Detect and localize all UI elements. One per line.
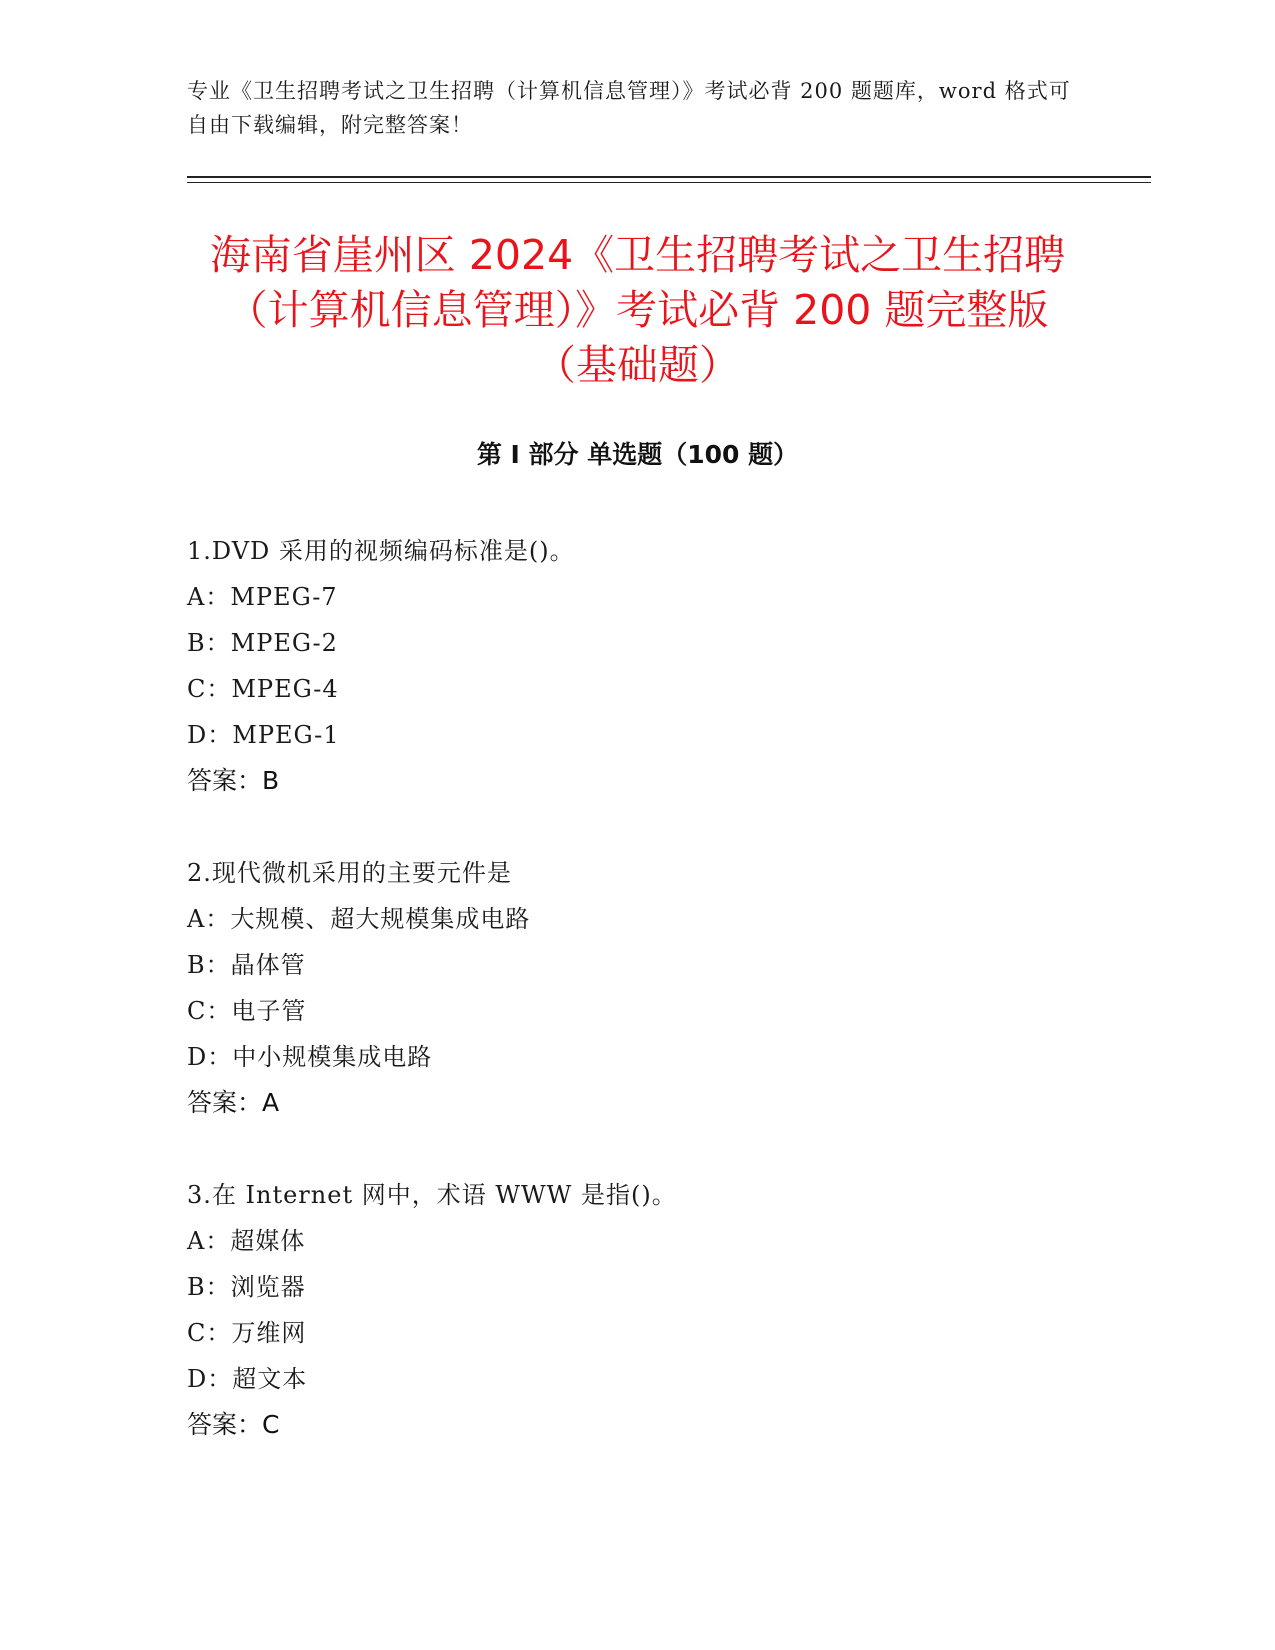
header-divider-thick xyxy=(187,176,1151,178)
header-divider-thin xyxy=(187,182,1151,183)
question-list xyxy=(187,528,1087,1494)
option-b: B：浏览器 xyxy=(187,1273,306,1301)
section-title: 第 I 部分 单选题（100 题） xyxy=(476,440,799,469)
option-b: B：晶体管 xyxy=(187,951,306,979)
question-item xyxy=(187,850,1087,1126)
option-c: C：MPEG-4 xyxy=(187,675,339,703)
question-item xyxy=(187,528,1087,804)
header-note: 专业《卫生招聘考试之卫生招聘（计算机信息管理）》考试必背 200 题题库，word 格式可自由下载编辑，附完整答案！ xyxy=(187,79,1071,137)
question-stem: 1.DVD 采用的视频编码标准是()。 xyxy=(187,537,575,565)
answer-line: 答案：C xyxy=(187,1410,280,1439)
option-a: A：MPEG-7 xyxy=(187,583,338,611)
option-c: C：万维网 xyxy=(187,1319,307,1347)
question-stem: 3.在 Internet 网中，术语 WWW 是指()。 xyxy=(187,1181,677,1209)
option-d: D：中小规模集成电路 xyxy=(187,1043,433,1071)
option-a: A：大规模、超大规模集成电路 xyxy=(187,905,531,933)
answer-line: 答案：A xyxy=(187,1088,280,1117)
question-item xyxy=(187,1172,1087,1448)
option-d: D：超文本 xyxy=(187,1365,308,1393)
option-b: B：MPEG-2 xyxy=(187,629,338,657)
option-a: A：超媒体 xyxy=(187,1227,306,1255)
option-d: D：MPEG-1 xyxy=(187,721,340,749)
question-stem: 2.现代微机采用的主要元件是 xyxy=(187,859,512,887)
document-title: 海南省崖州区 2024《卫生招聘考试之卫生招聘（计算机信息管理）》考试必背 200 题完整版（基础题） xyxy=(209,231,1066,389)
answer-line: 答案：B xyxy=(187,766,280,795)
option-c: C：电子管 xyxy=(187,997,307,1025)
